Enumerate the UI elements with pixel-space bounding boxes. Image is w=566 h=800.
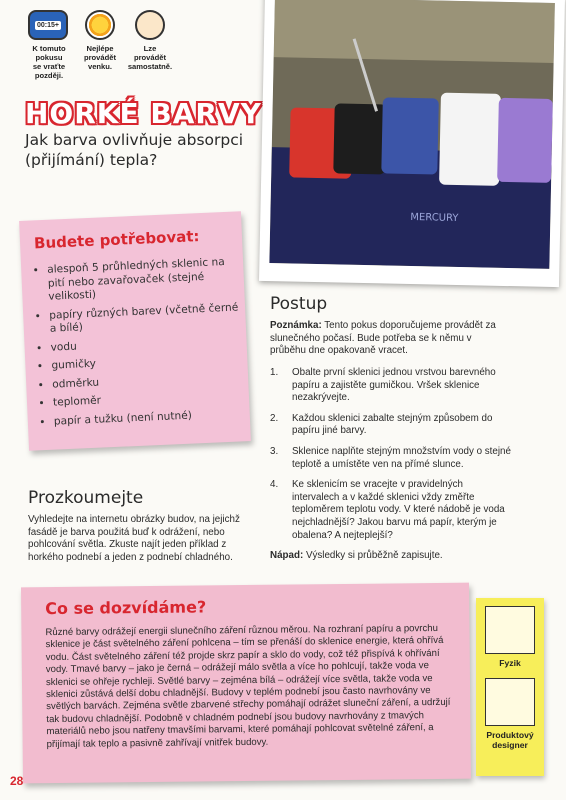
list-item: • odměrku bbox=[52, 370, 247, 392]
learning-text: Různé barvy odrážejí energii slunečního záření různou měrou. Na rozhraní papíru a povrchu sklenice je část světelného záření pohlcena – tím se přenáší do sklenice energie, která ohřívá vodu. Část světelného záření též projde skrz papír a sklo do vody, což též přispívá k ohřívání vody. Tmavé barvy – jako je černá – odrážejí málo světla a více ho pohlcují, takže voda ve sklenici se ohřeje rychleji. Světlé barvy – zejména bílá – odrážejí více světla, takže voda ve sklenici zůstává delší dobu chladnější. Budovy v teplém podnebí jsou často navrhovány ve světlých barvách. Zejména světle zbarvené střechy pomáhají odrážet sluneční záření, a udržují tak budovu chladnější. Podobně v chladném podnebí jsou budovy navrhovány z tmavých materiálů nebo jsou natřeny tmavšími barvami, které pomáhají pohlcovat světelné záření, a přijímají tak teplo a pasivně zahřívají vnitřek budovy. bbox=[45, 622, 451, 750]
page-title: HORKÉ BARVY bbox=[25, 97, 262, 130]
procedure-tip bbox=[270, 550, 443, 563]
note-text: Tento pokus doporučujeme provádět za slunečného počasí. Bude potřeba se k němu v průběhu dne opakovaně vracet. bbox=[270, 320, 496, 357]
icon-group-independent bbox=[124, 10, 176, 71]
blue-jar bbox=[381, 97, 439, 174]
sun-icon bbox=[85, 10, 115, 40]
career-label: Produktový designer bbox=[486, 730, 534, 750]
tip-label: Nápad: bbox=[270, 550, 304, 561]
list-item: • alespoň 5 průhledných sklenic na pití nebo zavařovaček (stejné velikosti) bbox=[47, 255, 244, 304]
procedure-steps bbox=[270, 367, 512, 550]
purple-jar bbox=[497, 98, 553, 183]
list-item: 3. Sklenice naplňte stejným množstvím vody o stejné teplotě a umístěte ven na přímé slunce. bbox=[270, 445, 511, 470]
black-jar bbox=[333, 103, 386, 174]
page-subtitle: Jak barva ovlivňuje absorpci (přijímání) tepla? bbox=[25, 131, 244, 169]
page-number: 28 bbox=[10, 774, 24, 788]
child-face-icon bbox=[135, 10, 165, 40]
list-item: 2. Každou sklenici zabalte stejným způsobem do papíru jiné barvy. bbox=[270, 412, 493, 437]
learning-note bbox=[21, 583, 471, 784]
tip-text: Výsledky si průběžně zapisujte. bbox=[303, 550, 443, 561]
icon-group-outdoor bbox=[76, 10, 124, 71]
explore-heading: Prozkoumejte bbox=[28, 488, 144, 508]
learning-heading: Co se dozvídáme? bbox=[45, 597, 207, 619]
stopwatch-display: 00:15+ bbox=[37, 21, 59, 29]
white-jar bbox=[439, 93, 501, 186]
explore-text: Vyhledejte na internetu obrázky budov, na jejichž fasádě je barva použitá buď k odrážení, nebo pohlcování světla. Zkuste najít jeden příklad z horkého podnebí a jeden z podnebí chladného. bbox=[28, 514, 240, 563]
list-item: • teploměr bbox=[53, 388, 248, 410]
list-item: • vodu bbox=[50, 333, 245, 355]
careers-note bbox=[476, 598, 544, 776]
stopwatch-icon bbox=[28, 10, 68, 40]
experiment-photo bbox=[259, 0, 565, 287]
career-label: Fyzik bbox=[499, 658, 521, 668]
jars-illustration bbox=[269, 0, 555, 269]
procedure-heading: Postup bbox=[270, 294, 328, 314]
physicist-icon bbox=[485, 606, 535, 654]
procedure-note bbox=[270, 320, 510, 358]
list-item: 4. Ke sklenicím se vracejte v pravidelných intervalech a v každé sklenici vždy změřte teploměrem teplotu vody. V které nádobě je voda nejchladnější? Jakou barvu má papír, kterým je obalena? A nejteplejší? bbox=[270, 479, 505, 541]
materials-note bbox=[19, 211, 251, 450]
photo-scene bbox=[269, 0, 555, 269]
product-designer-icon bbox=[485, 678, 535, 726]
icon-caption-later: K tomuto pokusu se vraťte později. bbox=[32, 44, 66, 80]
materials-heading: Budete potřebovat: bbox=[33, 227, 200, 253]
materials-list bbox=[35, 255, 249, 434]
list-item: • papír a tužku (není nutné) bbox=[54, 407, 249, 429]
list-item: • gumičky bbox=[51, 351, 246, 373]
header-icons bbox=[24, 10, 174, 100]
note-label: Poznámka: bbox=[270, 320, 322, 331]
photo-label: MERCURY bbox=[410, 211, 459, 224]
list-item: 1. Obalte první sklenici jednou vrstvou barevného papíru a zajistěte gumičkou. Vršek sklenice nezakrývejte. bbox=[270, 367, 496, 404]
list-item: • papíry různých barev (včetně černé a bílé) bbox=[49, 301, 245, 336]
icon-group-later bbox=[24, 10, 74, 80]
icon-caption-independent: Lze provádět samostatně. bbox=[127, 44, 173, 71]
icon-caption-outdoor: Nejlépe provádět venku. bbox=[83, 44, 117, 71]
